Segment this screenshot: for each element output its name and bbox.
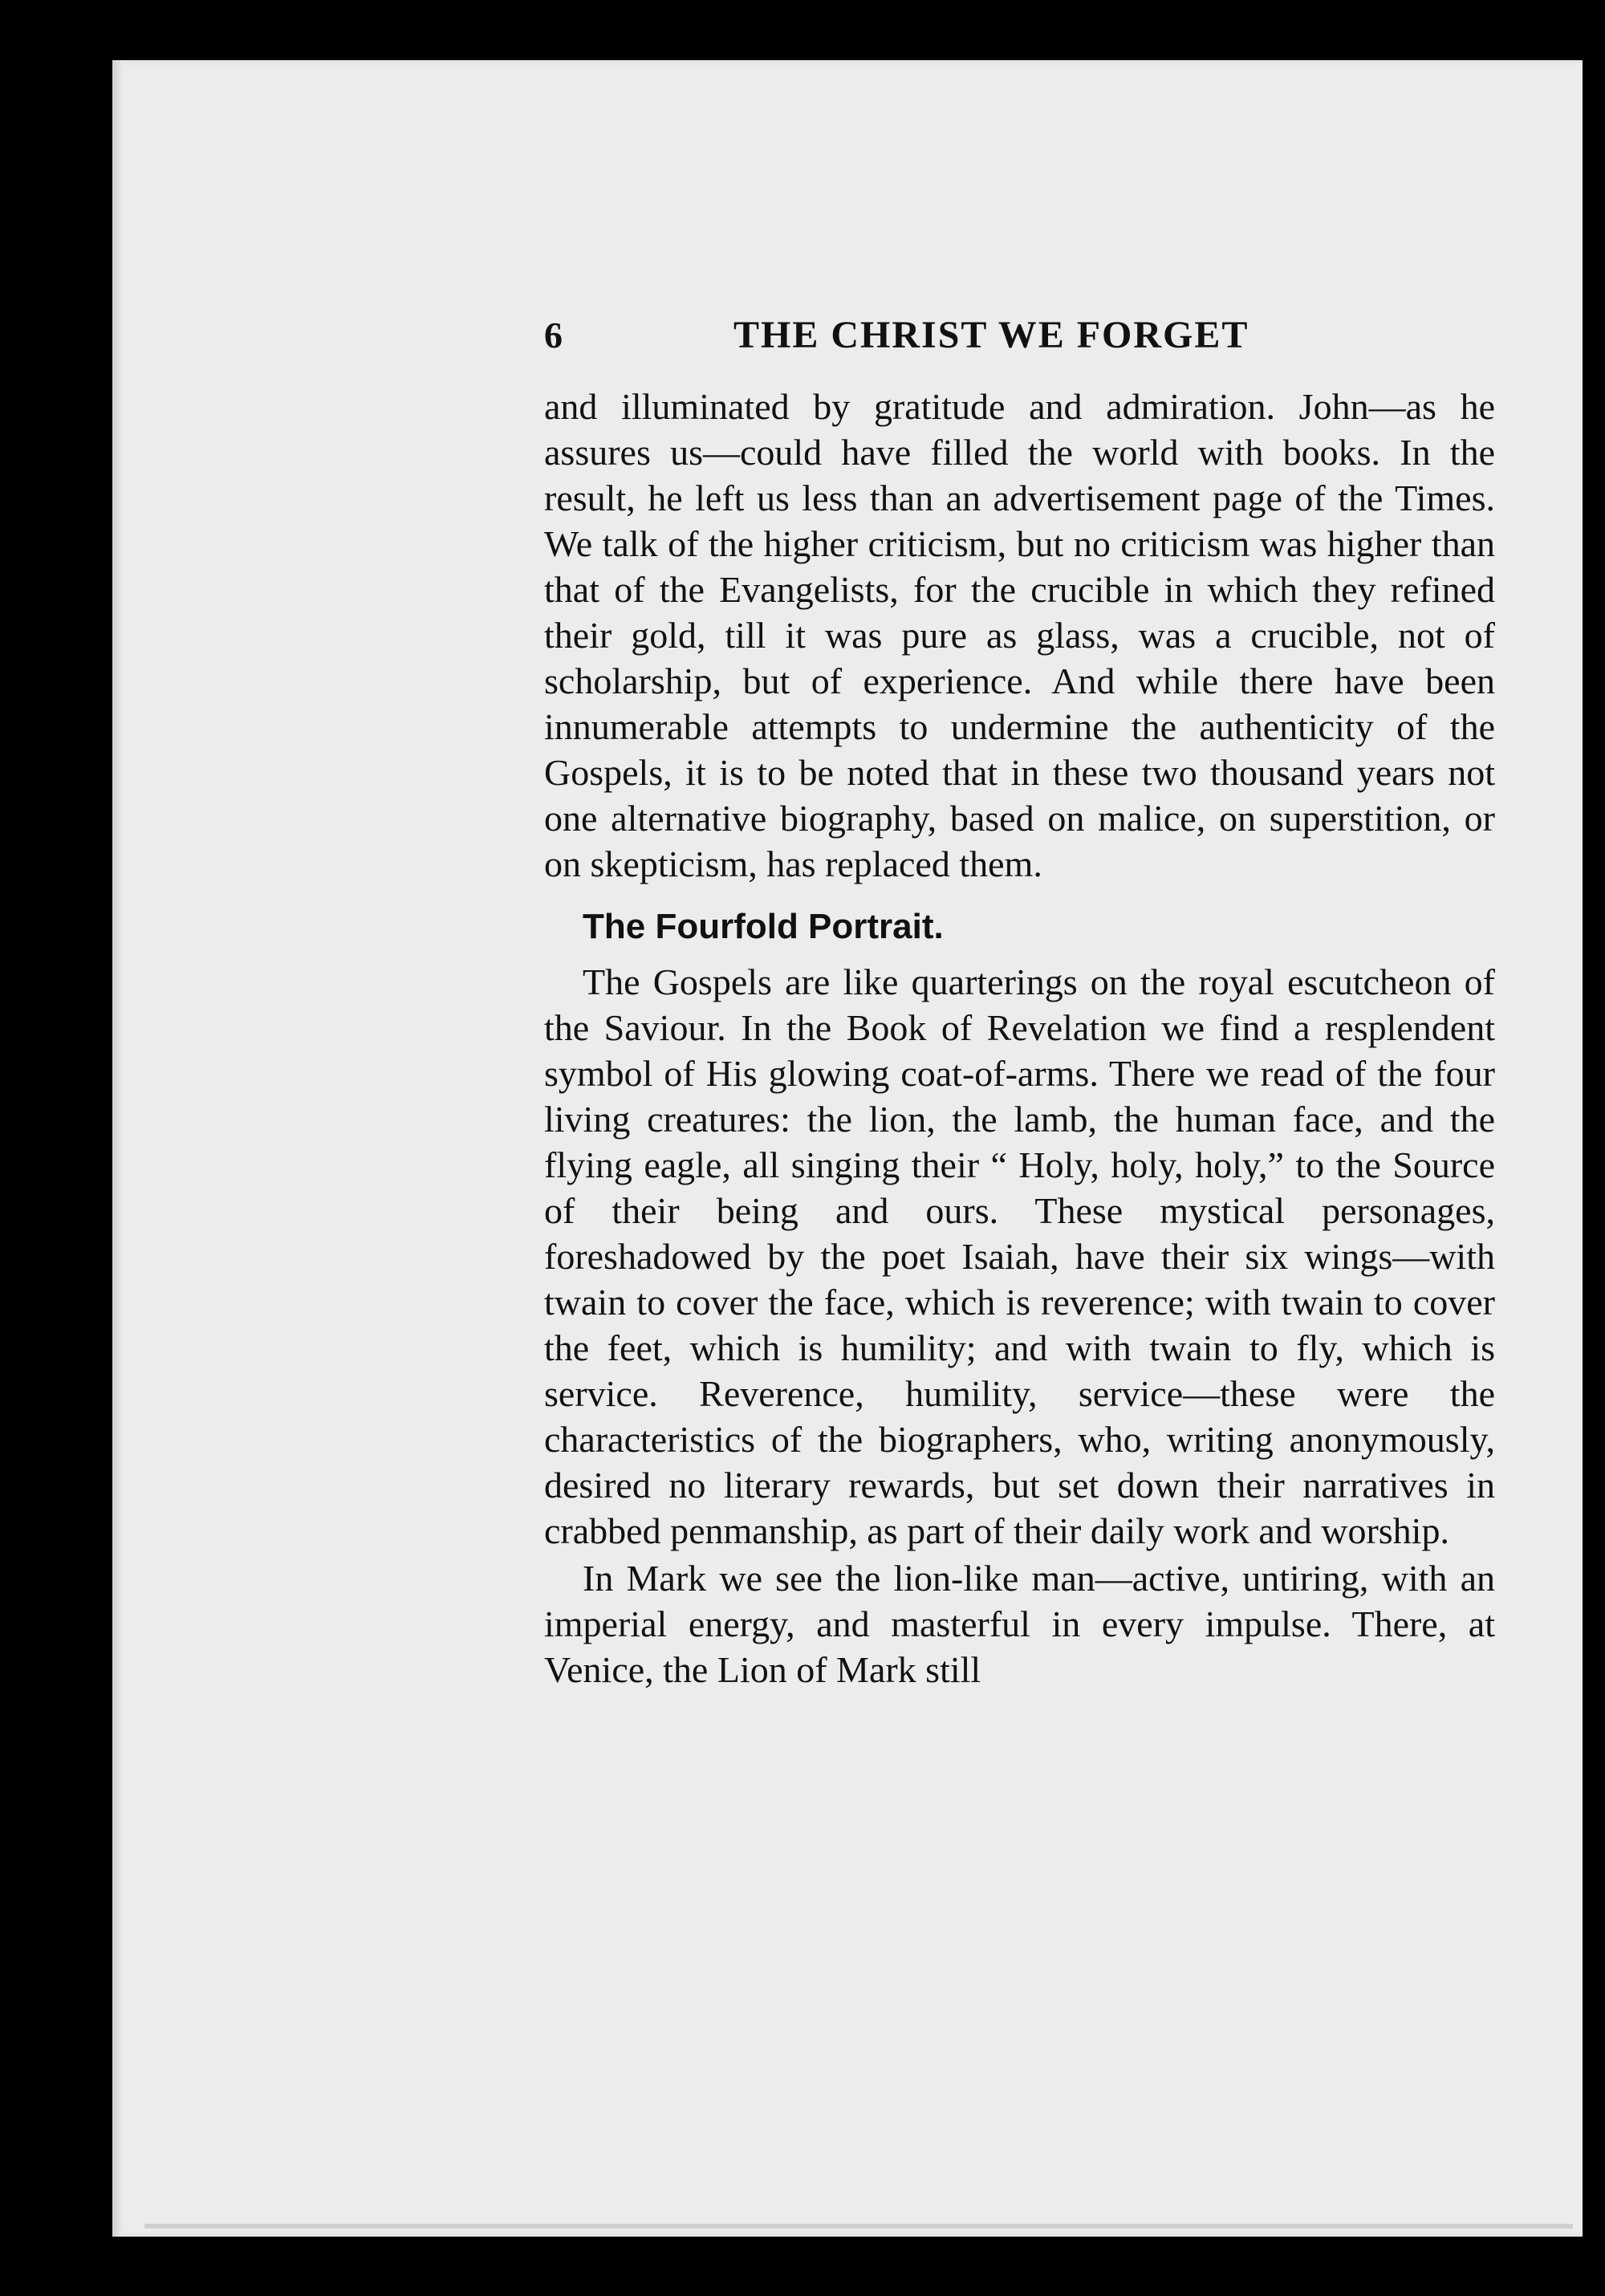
page-edge-shadow xyxy=(112,60,124,2237)
page-bottom-edge xyxy=(144,2224,1573,2229)
paragraph-2: The Gospels are like quarterings on the royal escutcheon of the Saviour. In the Book of Revelation we find a resplendent symbol of His glowing coat-of-arms. There we read of the four living creatures: the lion, the lamb, the human face, and the flying eagle, all singing their “ Holy, holy, holy,” to the Source of their being and ours. These mystical personages, foreshadowed by the poet Isaiah, have their six wings—with twain to cover the face, which is reverence; with twain to cover the feet, which is humility; and with twain to fly, which is service. Reverence, humility, service—these were the characteristics of the biographers, who, writing anonymously, desired no literary rewards, but set down their narratives in crabbed penmanship, as part of their daily work and worship. xyxy=(544,961,1495,1551)
paragraph-3: In Mark we see the lion-like man—active, untiring, with an imperial energy, and masterful in every impulse. There, at Venice, the Lion of Mark still xyxy=(544,1558,1495,1690)
section-heading: The Fourfold Portrait. xyxy=(583,907,944,946)
page-text-block xyxy=(544,313,1495,1693)
running-head xyxy=(544,313,1495,361)
page-number: 6 xyxy=(544,315,563,356)
paragraph-1: and illuminated by gratitude and admiration. John—as he assures us—could have filled the world with books. In the result, he left us less than an advertisement page of the Times. We talk of the higher criticism, but no criticism was higher than that of the Evangelists, for the crucible in which they refined their gold, till it was pure as glass, was a crucible, not of scholarship, but of experience. And while there have been innumerable attempts to undermine the authenticity of the Gospels, it is to be noted that in these two thousand years not one alternative biography, based on malice, on superstition, or on skepticism, has replaced them. xyxy=(544,386,1495,884)
running-head-title: THE CHRIST WE FORGET xyxy=(733,314,1249,356)
